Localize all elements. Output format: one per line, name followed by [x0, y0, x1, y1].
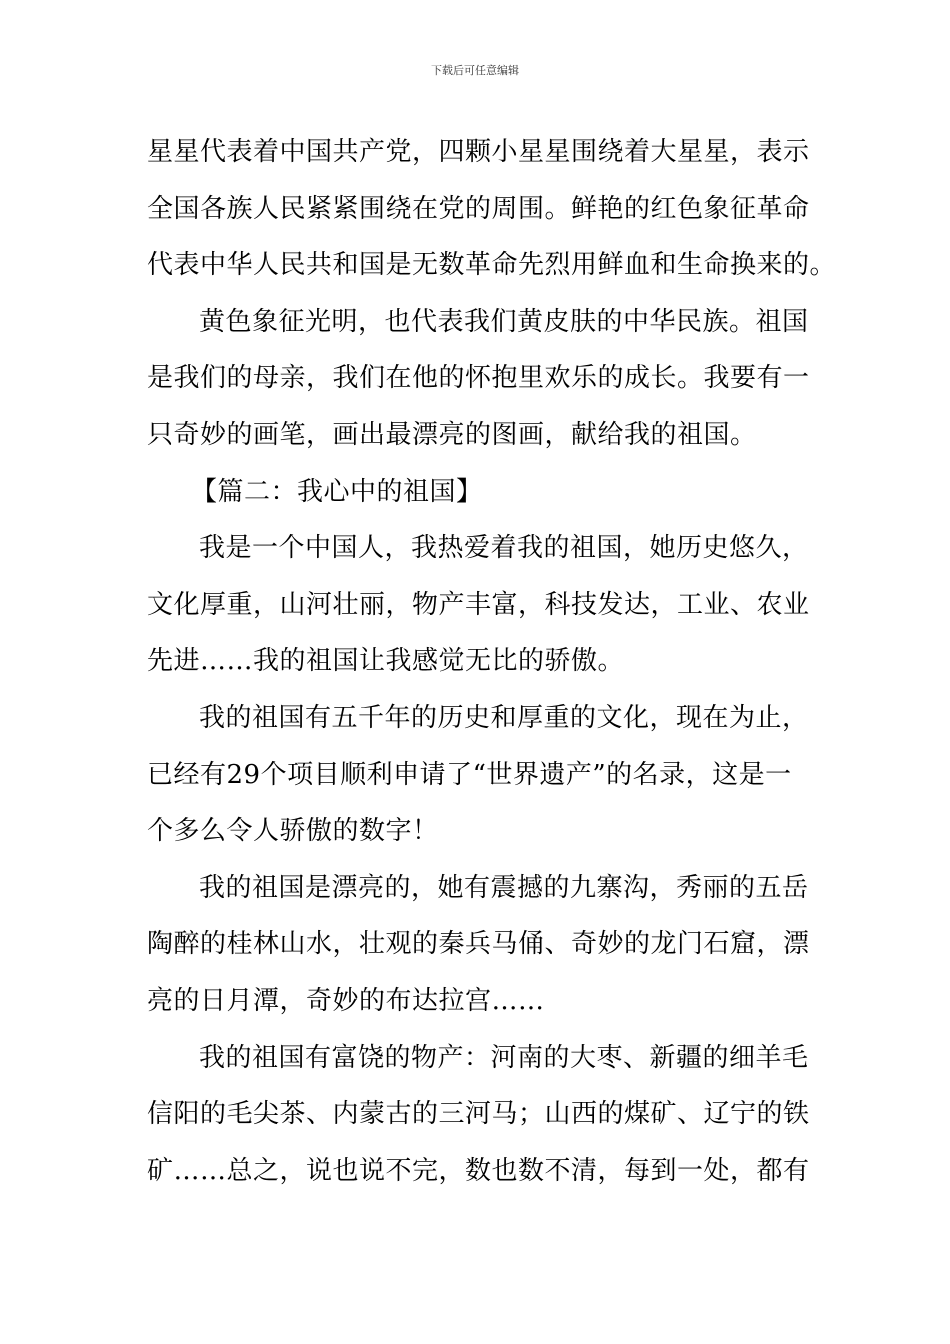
text-line: 先进……我的祖国让我感觉无比的骄傲。 [147, 646, 625, 677]
text-line: 只奇妙的画笔，画出最漂亮的图画，献给我的祖国。 [147, 419, 757, 450]
paragraph-start-line: 我的祖国有富饶的物产：河南的大枣、新疆的细羊毛 [199, 1042, 809, 1073]
paragraph-start-line: 黄色象征光明，也代表我们黄皮肤的中华民族。祖国 [199, 306, 809, 337]
text-line: 矿……总之，说也说不完，数也数不清，每到一处，都有 [147, 1155, 810, 1186]
document-body [147, 124, 837, 1199]
text-line: 全国各族人民紧紧围绕在党的周围。鲜艳的红色象征革命 [147, 193, 810, 224]
text-line: 文化厚重，山河壮丽，物产丰富，科技发达，工业、农业 [147, 589, 810, 620]
text-line: 代表中华人民共和国是无数革命先烈用鲜血和生命换来的。 [147, 250, 837, 281]
text-line: 亮的日月潭，奇妙的布达拉宫…… [147, 985, 545, 1016]
text-line: 是我们的母亲，我们在他的怀抱里欢乐的成长。我要有一 [147, 363, 810, 394]
text-line: 个多么令人骄傲的数字！ [147, 816, 439, 847]
text-line: 星星代表着中国共产党，四颗小星星围绕着大星星，表示 [147, 137, 810, 167]
page-header: 下载后可任意编辑 [431, 64, 519, 77]
paragraph-start-line: 我的祖国有五千年的历史和厚重的文化，现在为止， [199, 702, 809, 733]
text-line: 陶醉的桂林山水，壮观的秦兵马俑、奇妙的龙门石窟，漂 [147, 929, 810, 960]
section-title: 【篇二：我心中的祖国】 [191, 476, 483, 507]
text-line: 信阳的毛尖茶、内蒙古的三河马；山西的煤矿、辽宁的铁 [147, 1099, 810, 1130]
paragraph-start-line: 我的祖国是漂亮的，她有震撼的九寨沟，秀丽的五岳 [199, 872, 809, 903]
text-line: 已经有29个项目顺利申请了“世界遗产”的名录，这是一 [147, 759, 792, 790]
paragraph-start-line: 我是一个中国人，我热爱着我的祖国，她历史悠久， [199, 533, 809, 564]
